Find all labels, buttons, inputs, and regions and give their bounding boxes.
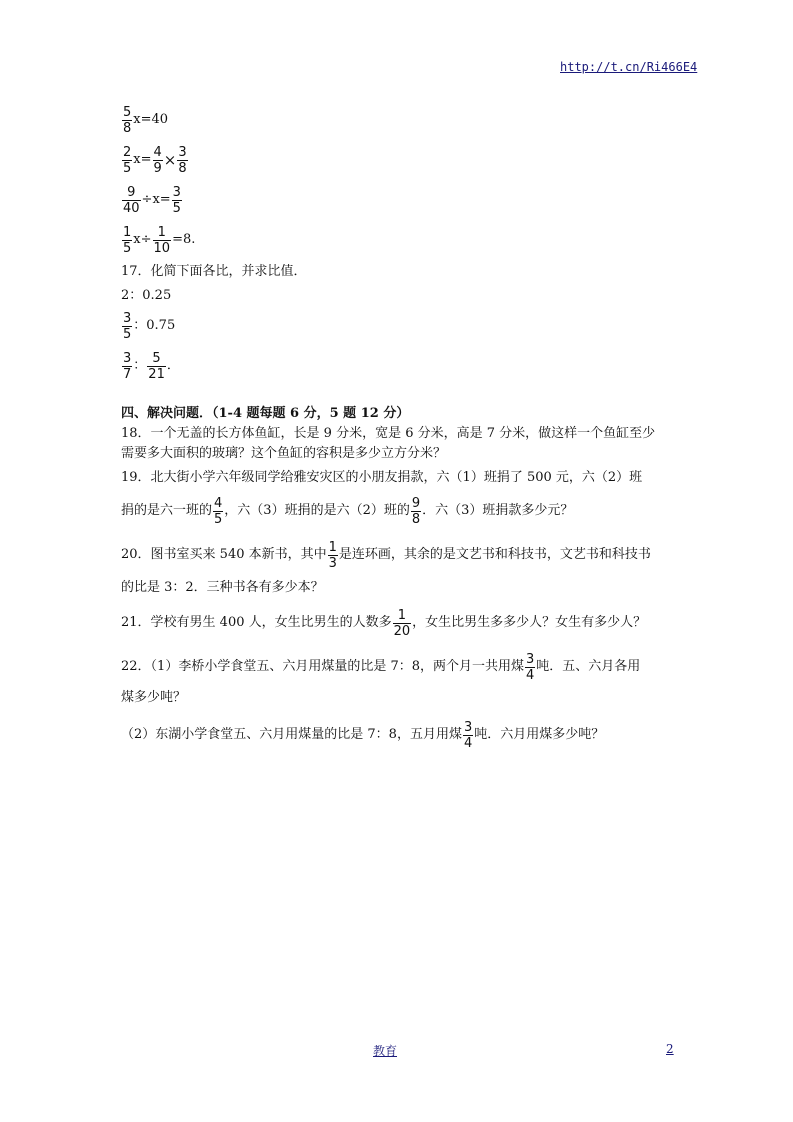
q22-line-3 — [121, 718, 681, 752]
section-heading: 四、解决问题．（1-4 题每题 6 分，5 题 12 分） — [121, 406, 410, 421]
fraction: $\frac{4}{5}$ — [214, 495, 223, 527]
fraction: $\frac{3}{7}$ — [123, 350, 132, 382]
fraction: $\frac{3}{4}$ — [526, 651, 535, 683]
q22-line-1 — [121, 650, 681, 684]
equation-2 — [121, 140, 681, 180]
q17-title: 17．化简下面各比，并求比值． — [121, 264, 307, 279]
q21-text: 21．学校有男生 400 人，女生比男生的人数多 — [121, 615, 392, 630]
q20-line-1 — [121, 538, 681, 572]
fraction: $\frac{1}{5}$ — [123, 224, 132, 256]
q22-line-2: 煤多少吨？ — [121, 690, 187, 705]
page-content — [121, 100, 681, 752]
equation-text: x= — [133, 152, 152, 167]
q19-text: ．六（3）班捐款多少元？ — [422, 503, 574, 518]
q22-text: 吨．五、六月各用 — [536, 659, 641, 674]
equation-4 — [121, 220, 681, 260]
fraction: $\frac{2}{5}$ — [123, 144, 132, 176]
q18-line-2: 需要多大面积的玻璃？这个鱼缸的容积是多少立方分米？ — [121, 446, 447, 461]
equation-3 — [121, 180, 681, 220]
fraction: $\frac{3}{4}$ — [463, 719, 473, 751]
header-link[interactable]: http://t.cn/Ri466E4 — [560, 60, 698, 74]
q22-text: 吨．六月用煤多少吨？ — [474, 727, 605, 742]
q17-ratio-3 — [121, 346, 681, 386]
fraction: $\frac{4}{9}$ — [153, 144, 162, 176]
equation-1 — [121, 100, 681, 140]
ratio-end: ． — [166, 358, 180, 373]
times-operator: × — [163, 151, 177, 169]
fraction: $\frac{3}{5}$ — [172, 184, 181, 216]
equation-text: x=40 — [133, 112, 169, 127]
footer-link[interactable]: 教育 — [373, 1044, 398, 1058]
page-number: 2 — [666, 1042, 674, 1056]
fraction: $\frac{9}{40}$ — [123, 184, 140, 216]
q19-text: 捐的是六一班的 — [121, 503, 213, 518]
ratio-separator: ： — [133, 358, 147, 373]
equation-text: ÷x= — [141, 192, 171, 207]
q19-line-1: 19．北大街小学六年级同学给雅安灾区的小朋友捐款，六（1）班捐了 500 元，六（2）班 — [121, 470, 643, 485]
q20-line-2: 的比是 3：2．三种书各有多少本？ — [121, 580, 324, 595]
equation-text: x÷ — [133, 232, 152, 247]
q20-text: 20．图书室买来 540 本新书，其中 — [121, 547, 327, 562]
q19-line-2 — [121, 494, 681, 528]
q21-line — [121, 606, 681, 640]
fraction: $\frac{5}{8}$ — [123, 104, 132, 136]
q20-text: 是连环画，其余的是文艺书和科技书，文艺书和科技书 — [338, 547, 651, 562]
q19-text: ，六（3）班捐的是六（2）班的 — [224, 503, 410, 518]
fraction: $\frac{1}{20}$ — [393, 607, 411, 639]
ratio-text: ：0.75 — [133, 318, 176, 333]
q18-line-1: 18．一个无盖的长方体鱼缸，长是 9 分米，宽是 6 分米，高是 7 分米，做这样一个鱼缸至少 — [121, 426, 656, 441]
fraction: $\frac{3}{8}$ — [178, 144, 187, 176]
q21-text: ，女生比男生多多少人？女生有多少人？ — [412, 615, 647, 630]
fraction: $\frac{1}{3}$ — [328, 539, 337, 571]
q22-text: （2）东湖小学食堂五、六月用煤量的比是 7：8，五月用煤 — [121, 727, 462, 742]
fraction: $\frac{3}{5}$ — [123, 310, 132, 342]
equation-text: =8. — [172, 232, 196, 247]
fraction: $\frac{1}{10}$ — [153, 224, 171, 256]
q22-text: 22．（1）李桥小学食堂五、六月用煤量的比是 7：8，两个月一共用煤 — [121, 659, 524, 674]
q17-ratio-1: 2：0.25 — [121, 288, 172, 303]
q17-ratio-2 — [121, 306, 681, 346]
fraction: $\frac{5}{21}$ — [148, 350, 165, 382]
fraction: $\frac{9}{8}$ — [411, 495, 421, 527]
